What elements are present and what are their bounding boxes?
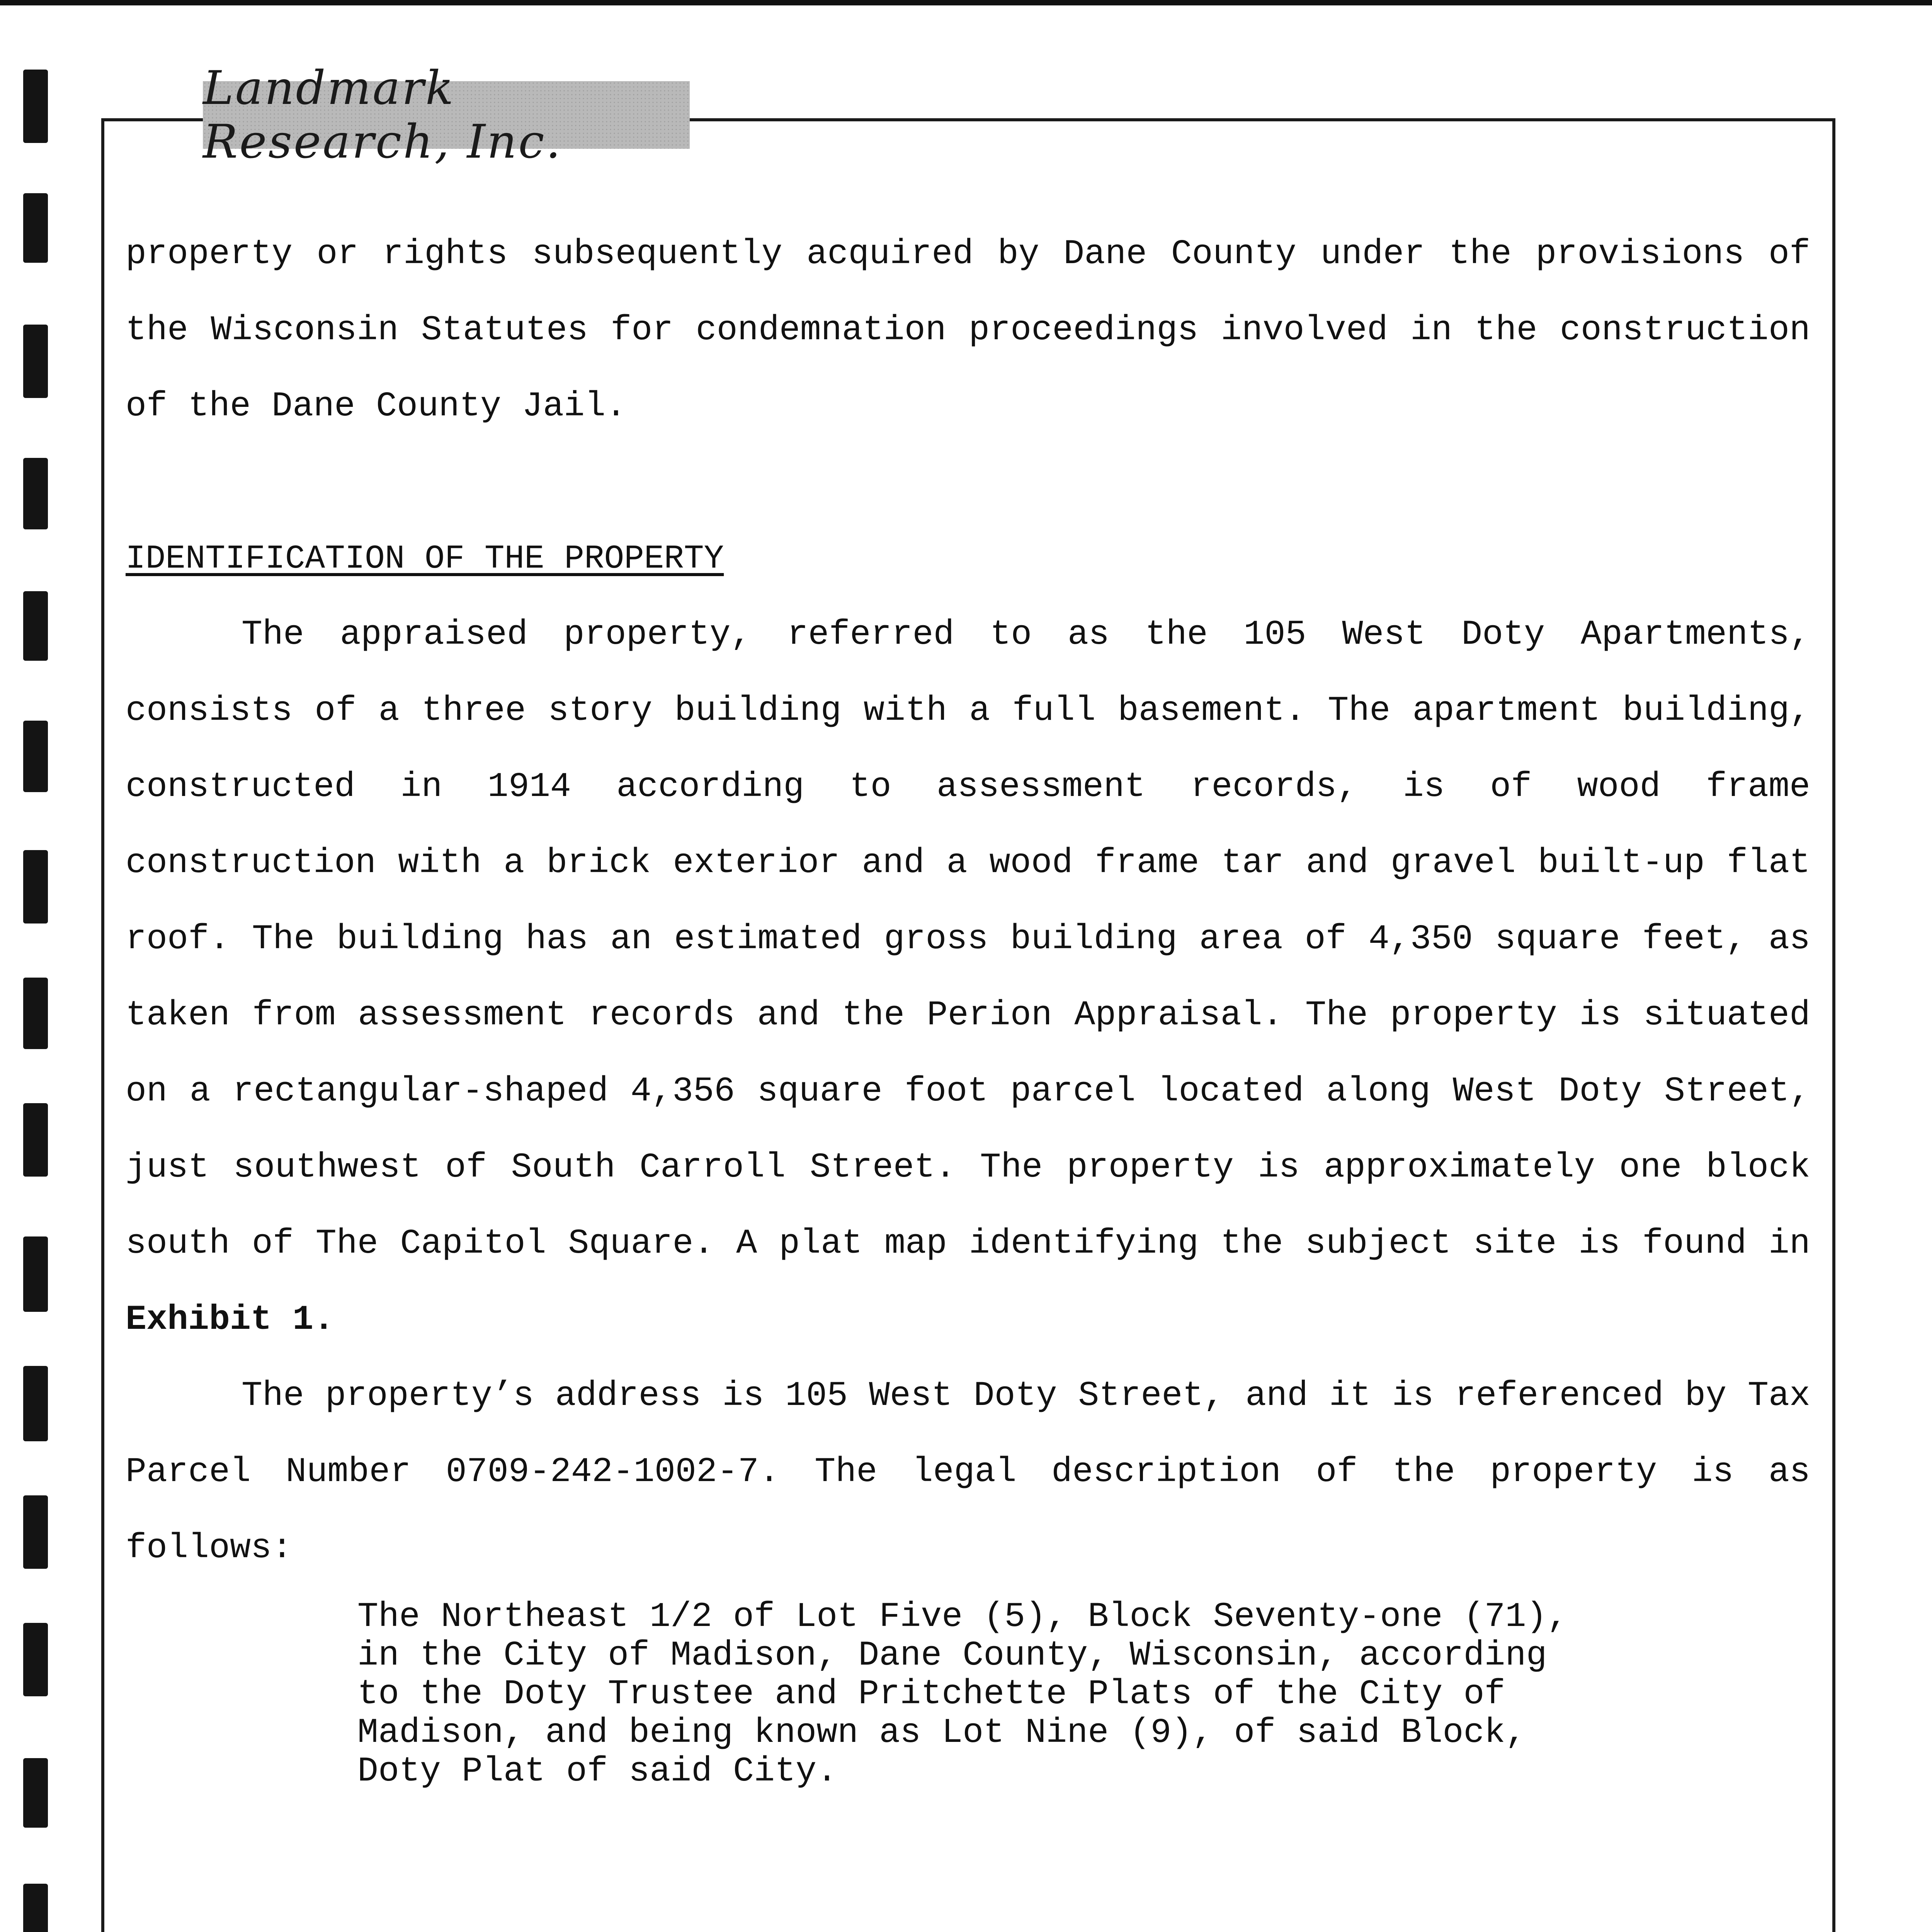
company-logo <box>203 61 690 169</box>
paragraph-text: The appraised property, referred to as the 105 West Doty Apartments, consists of a three story building with a full basement. The apartment building, constructed in 1914 according to assessment records, is of wood frame construction with a brick exterior and a wood frame tar and gravel built-up flat roof. The building has an estimated gross building area of 4,350 square feet, as taken from assessment records and the Perion Appraisal. The property is situated on a rectangular-shaped 4,356 square foot parcel located along West Doty Street, just southwest of South Carroll Street. The property is approximately one block south of The Capitol Square. A plat map identifying the subject site is found in <box>126 615 1810 1264</box>
binder-tab <box>23 1758 48 1828</box>
binder-tab <box>23 325 48 398</box>
exhibit-reference: Exhibit 1. <box>126 1300 335 1340</box>
binder-tab <box>23 1495 48 1569</box>
binder-tab <box>23 1366 48 1441</box>
paragraph-address: The property’s address is 105 West Doty Street, and it is referenced by Tax Parcel Number 0709-242-1002-7. The legal description of the property is as follows: <box>126 1376 1810 1568</box>
binder-tab <box>23 1103 48 1177</box>
logo-text: Landmark Research, Inc. <box>203 61 562 169</box>
legal-description: The Northeast 1/2 of Lot Five (5), Block Seventy-one (71), in the City of Madison, Dane County, Wisconsin, according to the Doty Trustee and Pritchette Plats of the City of Madison, and being known as Lot Nine (9), of said Block, Doty Plat of said City. <box>357 1597 1568 1791</box>
section-heading: IDENTIFICATION OF THE PROPERTY <box>126 540 724 578</box>
body-text <box>126 216 1810 1587</box>
paragraph-property-description <box>126 597 1810 1358</box>
binder-tab <box>23 70 48 143</box>
binder-tab <box>23 978 48 1049</box>
binder-tab <box>23 1884 48 1932</box>
binder-tab <box>23 458 48 529</box>
binder-tab <box>23 1623 48 1696</box>
page-top-edge <box>0 0 1932 5</box>
binder-tab <box>23 1236 48 1312</box>
binder-tab <box>23 193 48 263</box>
paragraph-continuation: property or rights subsequently acquired by Dane County under the provisions of the Wisconsin Statutes for condemnation proceedings involved in the construction of the Dane County Jail. <box>126 235 1810 426</box>
binder-tab <box>23 591 48 661</box>
binder-tab <box>23 850 48 923</box>
binder-tab <box>23 721 48 792</box>
